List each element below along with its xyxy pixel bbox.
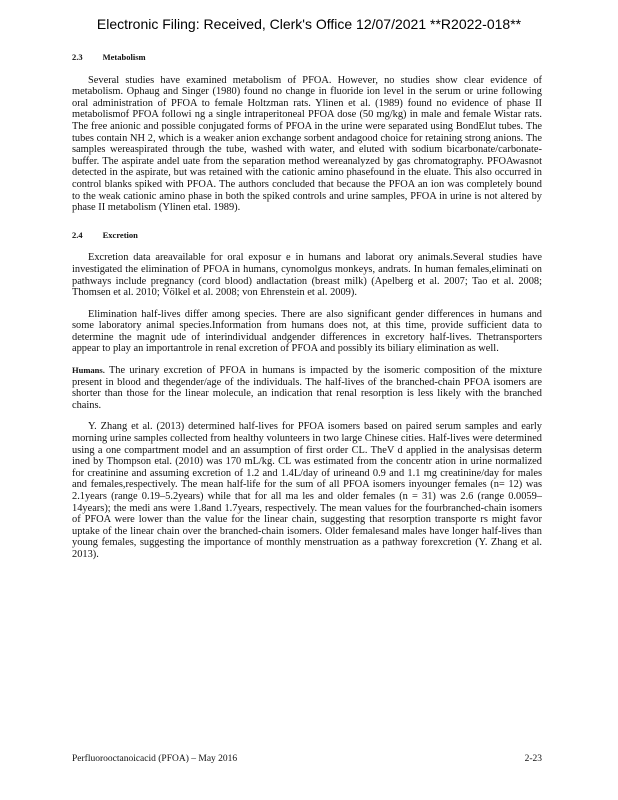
section-heading-excretion — [72, 230, 542, 242]
section-number: 2.3 — [72, 52, 83, 62]
humans-paragraph — [72, 365, 542, 411]
section-heading-metabolism — [72, 52, 542, 64]
section-title: Excretion — [102, 229, 138, 240]
page-number: 2-23 — [524, 754, 542, 764]
section-number: 2.4 — [72, 229, 83, 240]
zhang-paragraph: Y. Zhang et al. (2013) determined half-lives for PFOA isomers based on paired serum samples and early morning urine samples collected from healthy volunteers in two large Chinese cities. Half-lives were determined using a one compartment model and an assumption of first order CL. TheV d applied in the analysisas determ ined by Thompson etal. (2010) was 170 mL/kg. CL was estimated from the concentr ation in urine normalized for creatinine and assuming excretion of 1.2 and 1.4L/day of urineand 0.9 and 1.1 mg creatinine/day for males and females,respectively. The mean half-life for the sum of all PFOA isomers inyounger females (n= 12) was 2.1years (range 0.19–5.2years) while that for all ma les and older females (n = 31) was 2.6 (range 0.0059–14years); the medi ans were 1.8and 1.7years, respectively. The mean values for the fourbranched-chain isomers of PFOA were lower than the value for the linear chain, suggesting that resorption transporte rs might favor uptake of the linear chain over the branched-chain isomers. Older femalesand males have longer half-lives than young females, suggesting the importance of monthly menstruation as a pathway forexcretion (Y. Zhang et al. 2013). — [72, 421, 542, 560]
filing-header: Electronic Filing: Received, Clerk's Office 12/07/2021 **R2022-018** — [96, 16, 522, 32]
footer-title: Perfluorooctanoicacid (PFOA) – May 2016 — [72, 754, 238, 764]
excretion-paragraph-1: Excretion data areavailable for oral exposur e in humans and laborat ory animals.Several studies have investigated the elimination of PFOA in humans, cynomolgus monkeys, andrats. In human females,eliminati on pathways include pregnancy (cord blood) andlactation (breast milk) (Apelberg et al. 2007; Tao et al. 2008; Thomsen et al. 2010; Völkel et al. 2008; von Ehrenstein et al. 2009). — [72, 252, 542, 299]
page-footer — [72, 754, 542, 764]
humans-run-in-heading: Humans. — [72, 365, 105, 376]
metabolism-paragraph: Several studies have examined metabolism of PFOA. However, no studies show clear evidence of metabolism. Ophaug and Singer (1980) found no change in fluoride ion level in the serum or urine following oral administration of PFOA to female Holtzman rats. Ylinen et al. (1989) found no evidence of phase II metabolismof PFOA followi ng a single intraperitoneal PFOA dose (50 mg/kg) in male and female Wistar rats. The free anionic and possible conjugated forms of PFOA in the urine were separated using BondElut tubes. The tubes contain NH 2, which is a weaker anion exchange sorbent andagood choice for retaining strong anions. The samples wereaspirated through the tube, washed with water, and eluted with sodium bicarbonate/carbonate-buffer. The aspirate andel uate from the separation method wereanalyzed by gas chromatography. PFOAwasnot detected in the aspirate, but was retained with the cationic amino phasefound in the eluate. This also occurred in control blanks spiked with PFOA. The authors concluded that because the PFOA an ion was completely bound to the weak cationic amino phase in both the spiked controls and urine samples, PFOA in urine is not altered by phase II metabolism (Ylinen etal. 1989). — [72, 74, 542, 214]
humans-paragraph-text: The urinary excretion of PFOA in humans is impacted by the isomeric composition of the mixture present in blood and thegender/age of the individuals. The half-lives of the branched-chain PFOA isomers are shorter than those for the linear molecule, an indication that renal resorption is less likely with the branched chains. — [72, 365, 542, 411]
section-title: Metabolism — [102, 52, 146, 62]
document-body — [72, 52, 542, 571]
excretion-paragraph-2: Elimination half-lives differ among species. There are also significant gender differences in humans and some laboratory animal species.Information from humans does not, at this time, provide sufficient data to determine the magnit ude of interindividual andgender differences in excretory half-lives. Thetransporters appear to play an importantrole in renal excretion of PFOA and possibly its biliary elimination as well. — [72, 308, 542, 355]
